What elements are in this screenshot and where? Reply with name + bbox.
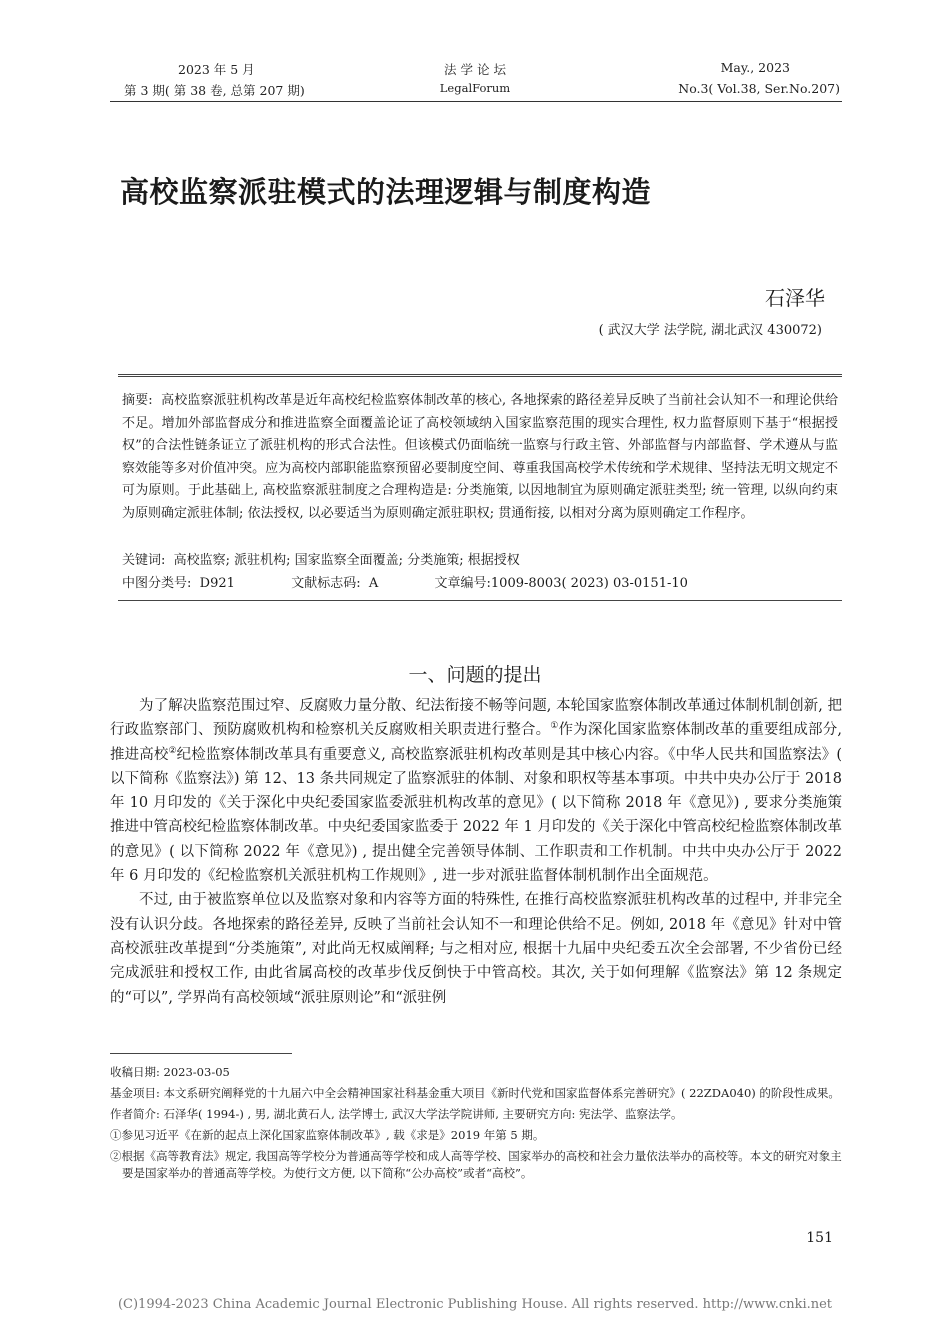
keywords-label: 关键词:	[122, 553, 166, 568]
header-issue: 第 3 期( 第 38 卷, 总第 207 期)	[124, 83, 305, 98]
paragraph-1-part-a: 为了解决监察范围过窄、反腐败力量分散、纪法衔接不畅等问题, 本轮国家监察体制改革通过体制机制创新, 把行政监察部门、预防腐败机构和检察机关反腐败相关职责进行整合。	[110, 698, 842, 739]
header-issue-en: No.3( Vol.38, Ser.No.207)	[678, 81, 840, 96]
classification-line	[122, 572, 688, 591]
paragraph-2: 不过, 由于被监察单位以及监察对象和内容等方面的特殊性, 在推行高校监察派驻机构改革的过程中, 并非完全没有认识分歧。各地探索的路径差异, 反映了当前社会认知不一和理论供给不足。例如, 2018 年《意见》针对中管高校派驻改革提到“分类施策”, 对此尚无权威阐释; 与之相对应, 根据十九届中央纪委五次全会部署, 不少省份已经完成派驻和授权工作, 由此省属高校的改革步伐反倒快于中管高校。其次, 关于如何理解《监察法》第 12 条规定的“可以”, 学界尚有高校领域“派驻原则论”和“派驻例	[110, 892, 842, 1006]
footnotes	[110, 1064, 845, 1186]
article-title: 高校监察派驻模式的法理逻辑与制度构造	[120, 175, 652, 209]
paragraph-1	[110, 694, 842, 888]
footnote-1: ①参见习近平《在新的起点上深化国家监察体制改革》, 载《求是》2019 年第 5 期。	[110, 1128, 545, 1142]
header-journal-en: LegalForum	[439, 81, 511, 95]
received-date: 收稿日期: 2023-03-05	[110, 1065, 230, 1079]
clc-value: D921	[199, 576, 235, 591]
header-date: 2023 年 5 月	[178, 62, 255, 77]
author-affiliation: ( 武汉大学 法学院, 湖北武汉 430072)	[598, 323, 822, 338]
paragraph-1-part-c: 纪检监察体制改革具有重要意义, 高校监察派驻机构改革则是其中核心内容。《中华人民共和国监察法》( 以下简称《监察法》) 第 12、13 条共同规定了监察派驻的体制、对象和职权等基本事项。中共中央办公厅于 2018 年 10 月印发的《关于深化中央纪委国家监委派驻机构改革的意见》( 以下简称 2018 年《意见》) , 要求分类施策推进中管高校纪检监察体制改革。中央纪委国家监委于 2022 年 1 月印发的《关于深化中管高校纪检监察体制改革的意见》( 以下简称 2022 年《意见》) , 提出健全完善领导体制、工作职责和工作机制。中共中央办公厅于 2022 年 6 月印发的《纪检监察机关派驻机构工作规则》, 进一步对派驻监督体制机制作出全面规范。	[110, 746, 843, 885]
header-rule	[110, 101, 842, 102]
abstract-bottom-rule	[118, 600, 842, 601]
footnote-2: ②根据《高等教育法》规定, 我国高等学校分为普通高等学校和成人高等学校、国家举办的高校和社会力量依法举办的高校等。本文的研究对象主要是国家举办的普通高等学校。为使行文方便, 以下简称“公办高校”或者“高校”。	[110, 1149, 842, 1180]
body-text	[110, 694, 842, 1010]
abstract-block	[122, 390, 838, 526]
abstract-text: 高校监察派驻机构改革是近年高校纪检监察体制改革的核心, 各地探索的路径差异反映了当前社会认知不一和理论供给不足。增加外部监督成分和推进监察全面覆盖论证了高校领域纳入国家监察范围的现实合理性, 权力监督原则下基于“根据授权”的合法性链条证立了派驻机构的形式合法性。但该模式仍面临统一监察与行政主管、外部监督与内部监督、学术遵从与监察效能等多对价值冲突。应为高校内部职能监察预留必要制度空间、尊重我国高校学术传统和学术规律、坚持法无明文规定不可为原则。于此基础上, 高校监察派驻制度之合理构造是: 分类施策, 以因地制宜为原则确定派驻类型; 统一管理, 以纵向约束为原则确定派驻体制; 依法授权, 以必要适当为原则确定派驻职权; 贯通衔接, 以相对分离为原则确定工作程序。	[122, 393, 839, 521]
page-number: 151	[806, 1230, 833, 1246]
abstract-top-rule	[118, 374, 842, 377]
clc-label: 中图分类号:	[122, 576, 192, 591]
header-journal-cn: 法 学 论 坛	[444, 62, 506, 77]
footnote-ref-1: ①	[550, 721, 559, 732]
paragraph-1-part-b: 作为深化国家监察体制改革的重要组成部分, 推进高校	[110, 722, 843, 763]
abstract-label: 摘要:	[122, 393, 153, 408]
footnote-ref-2: ②	[168, 745, 177, 756]
section-heading: 一、问题的提出	[408, 664, 542, 686]
author-name: 石泽华	[765, 286, 825, 310]
doc-code-value: A	[368, 576, 379, 591]
header-date-en: May., 2023	[720, 60, 790, 75]
author-bio: 作者简介: 石泽华( 1994-) , 男, 湖北黄石人, 法学博士, 武汉大学法学院讲师, 主要研究方向: 宪法学、监察法学。	[110, 1107, 683, 1121]
article-no-value: 1009-8003( 2023) 03-0151-10	[490, 576, 688, 591]
footnote-rule	[110, 1053, 292, 1054]
doc-code-label: 文献标志码:	[291, 576, 361, 591]
copyright-watermark: (C)1994-2023 China Academic Journal Electronic Publishing House. All rights reserved. http://www.cnki.net	[117, 1297, 833, 1312]
article-no-label: 文章编号:	[434, 576, 491, 591]
fund-info: 基金项目: 本文系研究阐释党的十九届六中全会精神国家社科基金重大项目《新时代党和国家监督体系完善研究》( 22ZDA040) 的阶段性成果。	[110, 1086, 840, 1100]
keywords: 高校监察; 派驻机构; 国家监察全面覆盖; 分类施策; 根据授权	[173, 553, 520, 568]
keywords-line	[122, 549, 520, 568]
